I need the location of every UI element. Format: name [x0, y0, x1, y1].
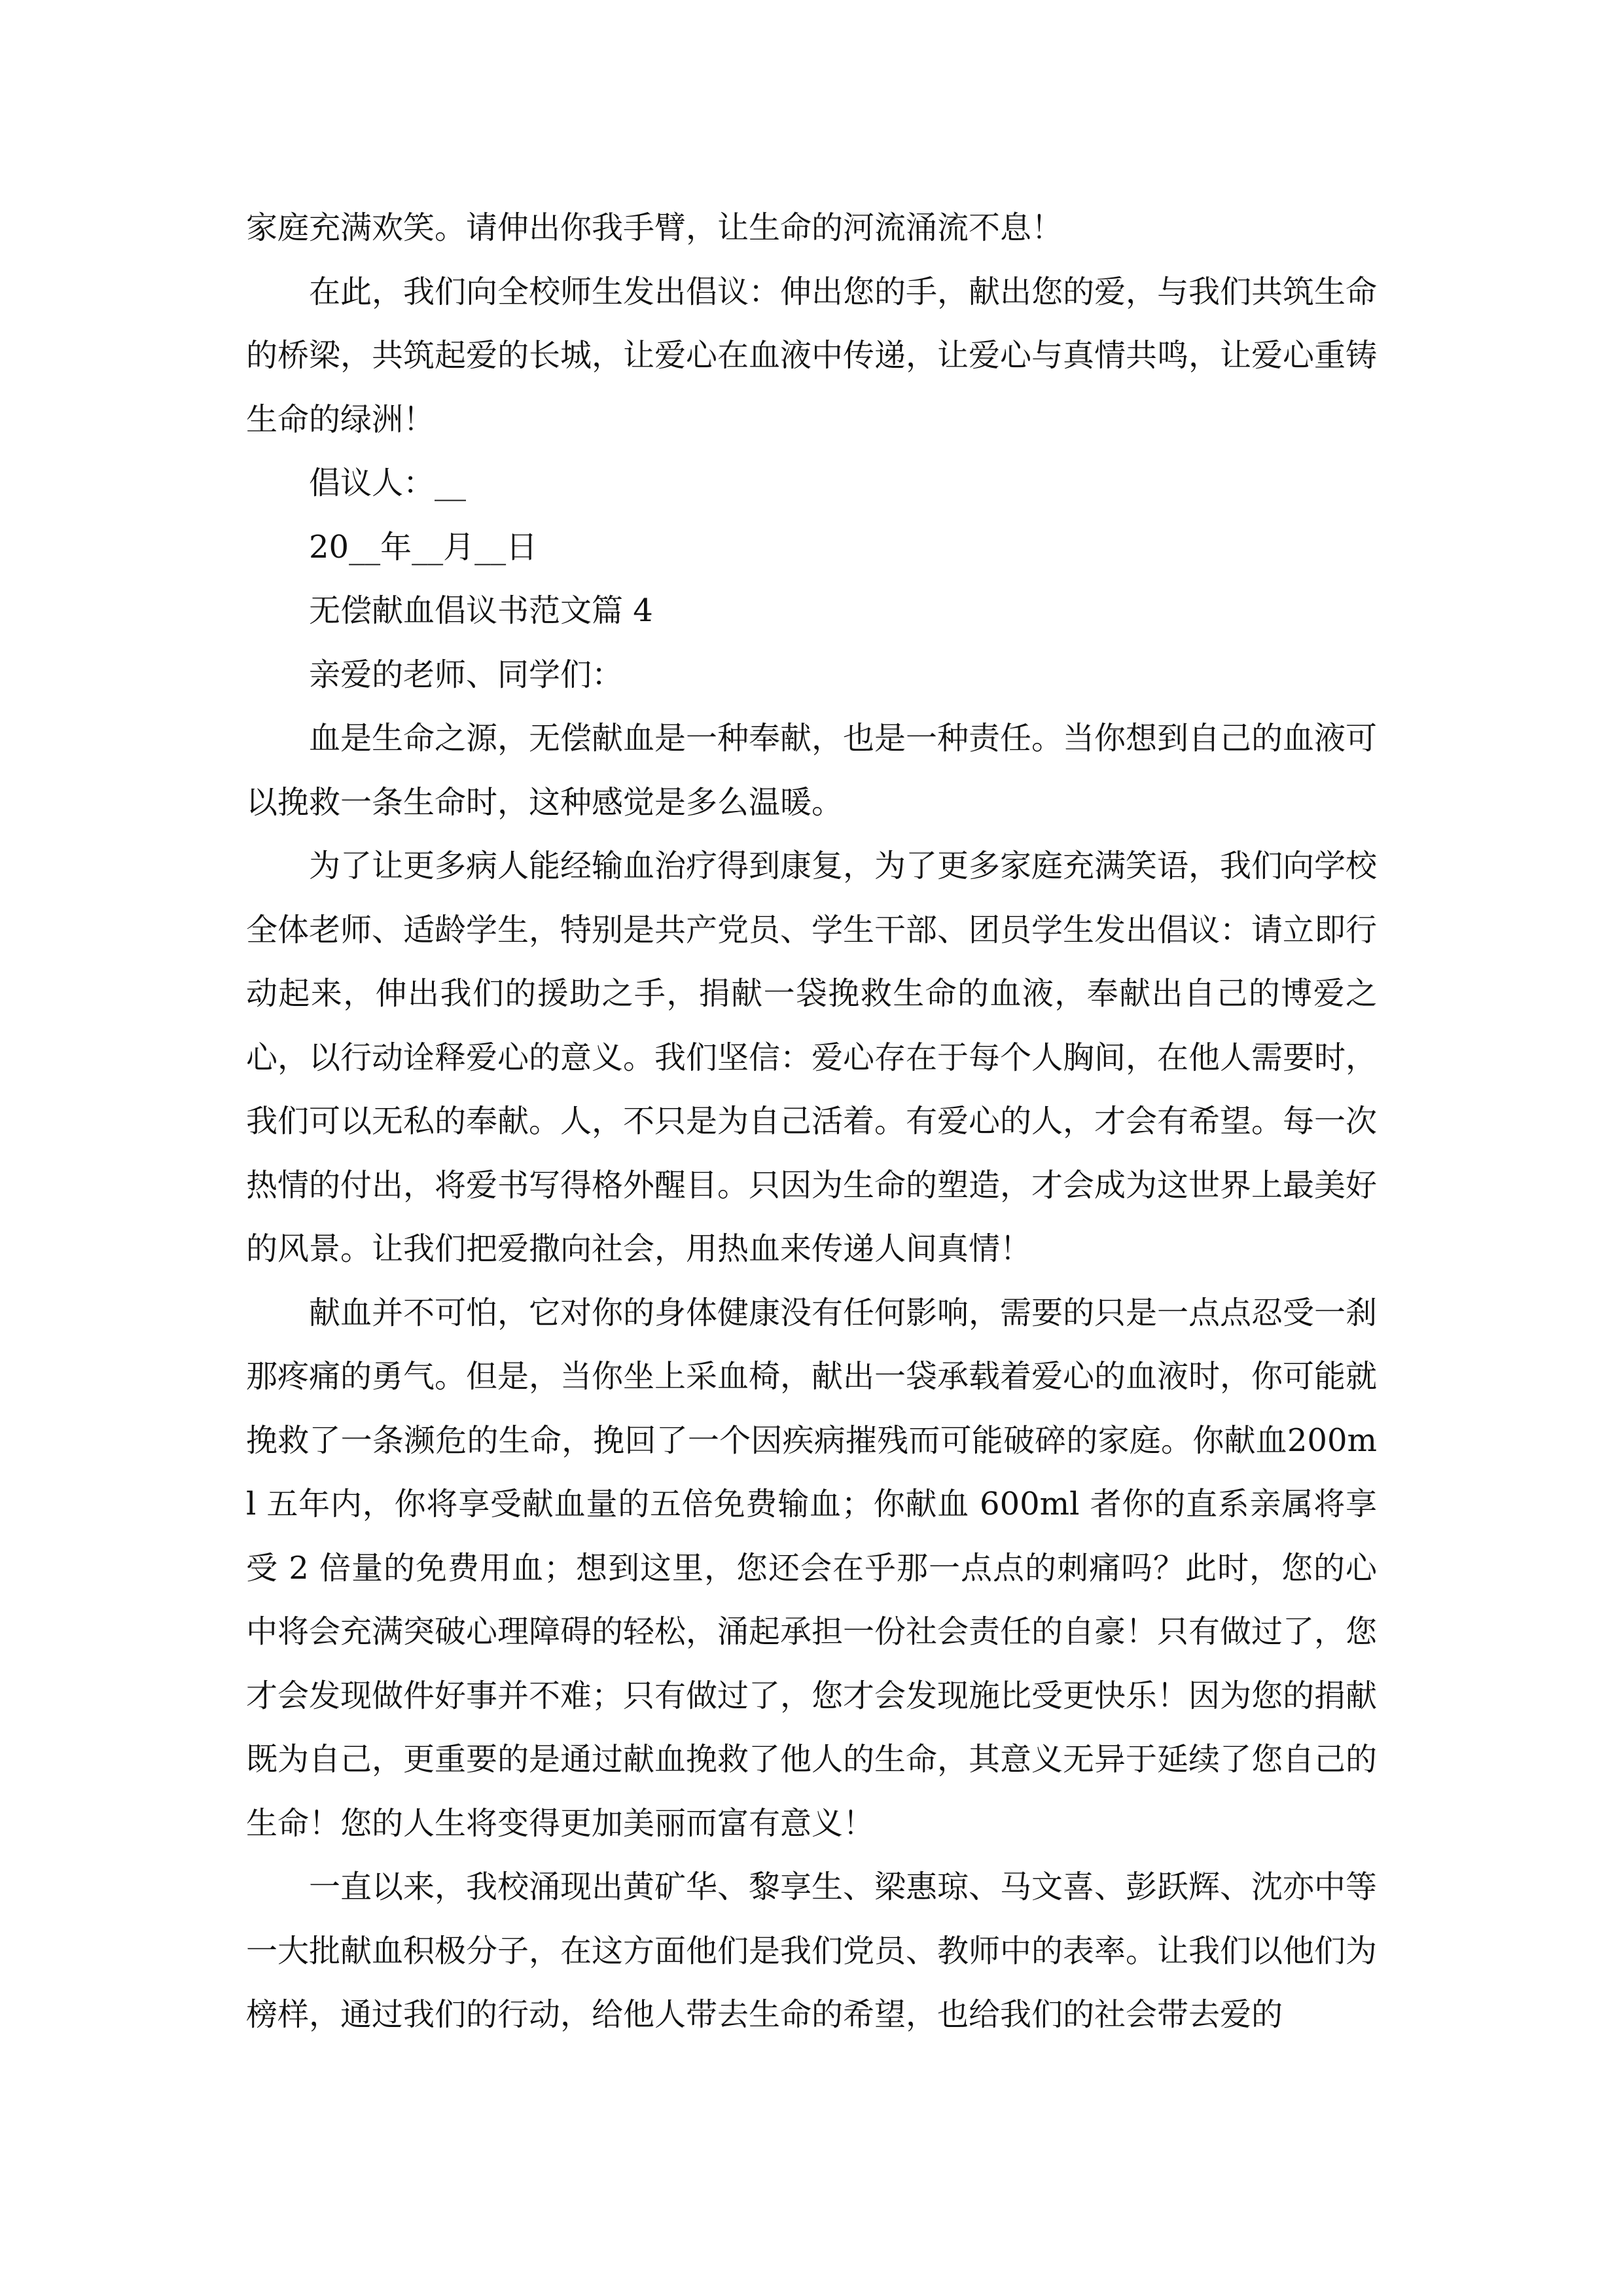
salutation: 亲爱的老师、同学们：: [309, 656, 624, 693]
signature-date: 20__年__月__日: [309, 528, 538, 565]
section-title: 无偿献血倡议书范文篇 4: [309, 592, 653, 629]
document-body: [246, 196, 1377, 2047]
paragraph-intro: 血是生命之源，无偿献血是一种奉献，也是一种责任。当你想到自己的血液可以挽救一条生命时，这种感觉是多么温暖。: [246, 720, 1378, 821]
paragraph-call-to-action: 为了让更多病人能经输血治疗得到康复，为了更多家庭充满笑语，我们向学校全体老师、适龄学生，特别是共产党员、学生干部、团员学生发出倡议：请立即行动起来，伸出我们的援助之手，捐献一袋挽救生命的血液，奉献出自己的博爱之心，以行动诠释爱心的意义。我们坚信：爱心存在于每个人胸间，在他人需要时，我们可以无私的奉献。人，不只是为自己活着。有爱心的人，才会有希望。每一次热情的付出，将爱书写得格外醒目。只因为生命的塑造，才会成为这世界上最美好的风景。让我们把爱撒向社会，用热血来传递人间真情！: [246, 848, 1378, 1267]
paragraph-reassurance: 献血并不可怕，它对你的身体健康没有任何影响，需要的只是一点点忍受一刹那疼痛的勇气。但是，当你坐上采血椅，献出一袋承载着爱心的血液时，你可能就挽救了一条濒危的生命，挽回了一个因疾病摧残而可能破碎的家庭。你献血200ml 五年内，你将享受献血量的五倍免费输血；你献血 600ml 者你的直系亲属将享受 2 倍量的免费用血；想到这里，您还会在乎那一点点的刺痛吗？此时，您的心中将会充满突破心理障碍的轻松，涌起承担一份社会责任的自豪！只有做过了，您才会发现做件好事并不难；只有做过了，您才会发现施比受更快乐！因为您的捐献既为自己，更重要的是通过献血挽救了他人的生命，其意义无异于延续了您自己的生命！您的人生将变得更加美丽而富有意义！: [246, 1294, 1378, 1842]
paragraph-continuation: 家庭充满欢笑。请伸出你我手臂，让生命的河流涌流不息！: [246, 209, 1063, 246]
paragraph-role-models: 一直以来，我校涌现出黄矿华、黎享生、梁惠琼、马文喜、彭跃辉、沈亦中等一大批献血积极分子，在这方面他们是我们党员、教师中的表率。让我们以他们为榜样，通过我们的行动，给他人带去生命的希望，也给我们的社会带去爱的: [246, 1869, 1378, 2033]
paragraph-proposal: 在此，我们向全校师生发出倡议：伸出您的手，献出您的爱，与我们共筑生命的桥梁，共筑起爱的长城，让爱心在血液中传递，让爱心与真情共鸣，让爱心重铸生命的绿洲！: [246, 273, 1378, 438]
signature-proposer: 倡议人：__: [309, 465, 467, 501]
